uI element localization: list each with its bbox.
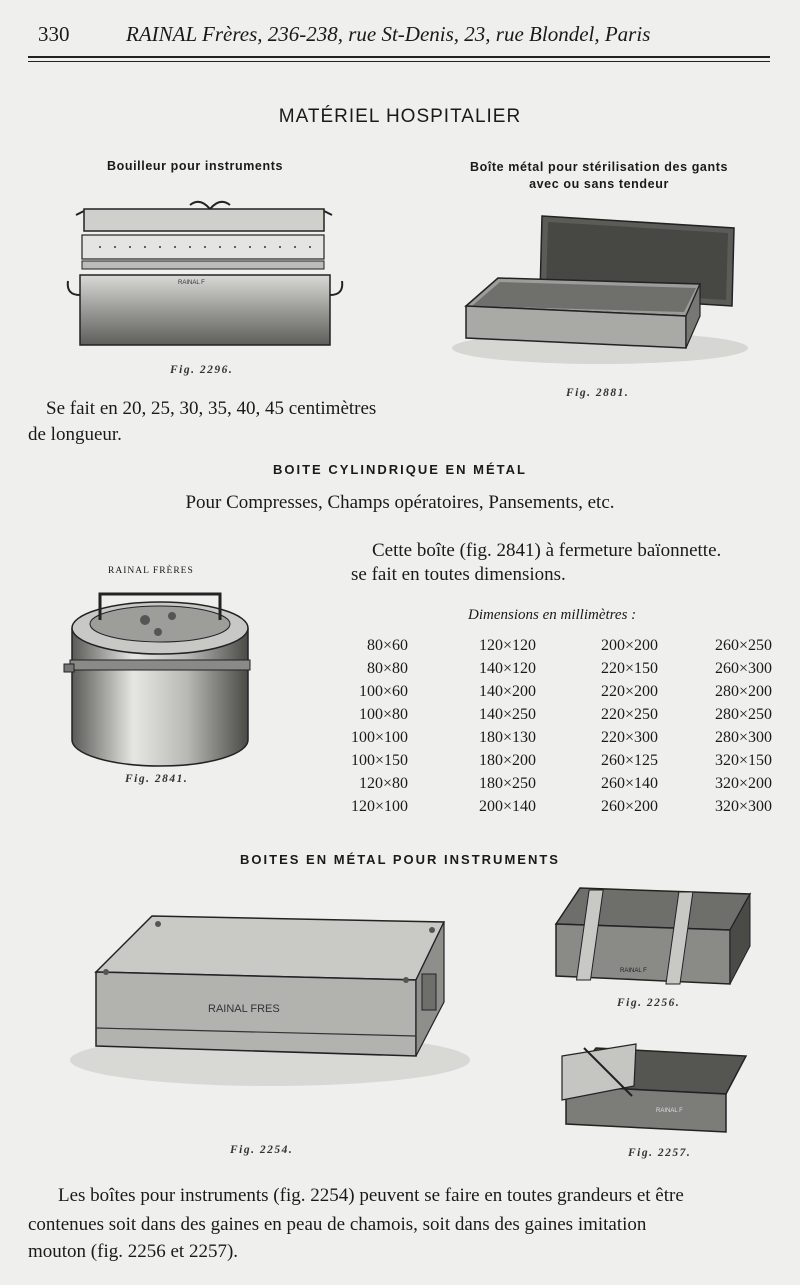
dims-cell: 140×200 bbox=[478, 683, 536, 701]
boiler-note-1: Se fait en 20, 25, 30, 35, 40, 45 centimètres bbox=[46, 398, 377, 419]
cylinder-desc-2: se fait en toutes dimensions. bbox=[351, 564, 566, 585]
dims-cell: 100×150 bbox=[350, 751, 408, 769]
fig-2881: Fig. 2881. bbox=[566, 387, 630, 399]
fig-2254: Fig. 2254. bbox=[230, 1144, 294, 1156]
glove-box-caption-2: avec ou sans tendeur bbox=[529, 177, 669, 191]
leather-case-illustration-2 bbox=[556, 1036, 756, 1136]
instrument-box-illustration bbox=[60, 910, 480, 1090]
header-title: RAINAL Frères, 236-238, rue St-Denis, 23, rue Blondel, Paris bbox=[126, 22, 651, 46]
boiler-caption: Bouilleur pour instruments bbox=[107, 159, 284, 173]
boiler-engraving: RAINAL F bbox=[178, 280, 205, 286]
section-title: MATÉRIEL HOSPITALIER bbox=[278, 106, 522, 127]
dims-cell: 220×200 bbox=[600, 683, 658, 701]
box-label: RAINAL FRES bbox=[208, 1003, 280, 1015]
dims-cell: 320×150 bbox=[714, 751, 772, 769]
dims-cell: 220×150 bbox=[600, 660, 658, 678]
dims-cell: 120×100 bbox=[350, 797, 408, 815]
dims-cell: 100×100 bbox=[350, 729, 408, 746]
dims-cell: 80×80 bbox=[366, 660, 408, 678]
dims-cell: 320×200 bbox=[714, 774, 772, 792]
dims-cell: 260×140 bbox=[600, 774, 658, 792]
header-rule-thin bbox=[28, 61, 770, 62]
case1-label: RAINAL F bbox=[620, 968, 647, 974]
dims-cell: 140×250 bbox=[478, 706, 536, 724]
boiler-note-2: de longueur. bbox=[28, 424, 122, 445]
dims-cell: 200×140 bbox=[478, 797, 536, 815]
instruments-heading: BOITES EN MÉTAL POUR INSTRUMENTS bbox=[240, 852, 560, 867]
dims-cell: 120×120 bbox=[478, 637, 536, 655]
dims-cell: 180×200 bbox=[478, 751, 536, 769]
dims-cell: 100×60 bbox=[358, 683, 408, 701]
dims-cell: 120×80 bbox=[358, 774, 408, 792]
fig-2257: Fig. 2257. bbox=[628, 1147, 692, 1159]
fig-2296: Fig. 2296. bbox=[170, 364, 234, 376]
fig-2841: Fig. 2841. bbox=[125, 773, 189, 785]
cylinder-subtitle: Pour Compresses, Champs opératoires, Pansements, etc. bbox=[185, 492, 615, 513]
dims-cell: 260×125 bbox=[600, 751, 658, 769]
dims-title: Dimensions en millimètres : bbox=[468, 607, 637, 623]
instruments-para-2: contenues soit dans des gaines en peau de chamois, soit dans des gaines imitation bbox=[28, 1214, 647, 1235]
dims-row bbox=[350, 772, 772, 795]
instruments-para-3: mouton (fig. 2256 et 2257). bbox=[28, 1241, 239, 1262]
dims-cell: 180×250 bbox=[478, 774, 536, 792]
dims-cell: 260×250 bbox=[714, 637, 772, 655]
boiler-illustration bbox=[60, 195, 350, 355]
dims-cell: 280×250 bbox=[714, 706, 772, 724]
case2-label: RAINAL F bbox=[656, 1108, 683, 1114]
header-rule-thick bbox=[28, 56, 770, 58]
page-number: 330 bbox=[38, 22, 70, 46]
dims-cell: 280×300 bbox=[714, 729, 772, 746]
instruments-para-1: Les boîtes pour instruments (fig. 2254) peuvent se faire en toutes grandeurs et être bbox=[58, 1185, 684, 1206]
dims-cell: 200×200 bbox=[600, 637, 658, 655]
cylinder-heading: BOITE CYLINDRIQUE EN MÉTAL bbox=[273, 462, 527, 477]
glove-box-caption-1: Boîte métal pour stérilisation des gants bbox=[469, 160, 729, 174]
dims-cell: 260×200 bbox=[600, 797, 658, 815]
cylinder-desc-1: Cette boîte (fig. 2841) à fermeture baïonnette. bbox=[372, 540, 722, 561]
dims-cell: 320×300 bbox=[714, 797, 772, 815]
leather-case-illustration-1 bbox=[550, 884, 760, 994]
dims-cell: 220×300 bbox=[600, 729, 658, 746]
dims-cell: 280×200 bbox=[714, 683, 772, 701]
glove-box-illustration bbox=[450, 208, 750, 368]
dims-cell: 220×250 bbox=[600, 706, 658, 724]
cylinder-brand: RAINAL FRÈRES bbox=[108, 566, 194, 576]
cylinder-illustration bbox=[60, 580, 260, 770]
dims-row bbox=[350, 727, 772, 750]
dimensions-table bbox=[350, 635, 772, 818]
dims-row bbox=[350, 749, 772, 772]
dims-row bbox=[350, 704, 772, 727]
dims-row bbox=[350, 795, 772, 818]
dims-cell: 80×60 bbox=[366, 637, 408, 655]
dims-row bbox=[350, 658, 772, 681]
dims-cell: 180×130 bbox=[478, 729, 536, 746]
dims-row bbox=[350, 681, 772, 704]
dims-row bbox=[350, 635, 772, 658]
dims-cell: 100×80 bbox=[358, 706, 408, 724]
dims-cell: 260×300 bbox=[714, 660, 772, 678]
dims-cell: 140×120 bbox=[478, 660, 536, 678]
fig-2256: Fig. 2256. bbox=[617, 997, 681, 1009]
